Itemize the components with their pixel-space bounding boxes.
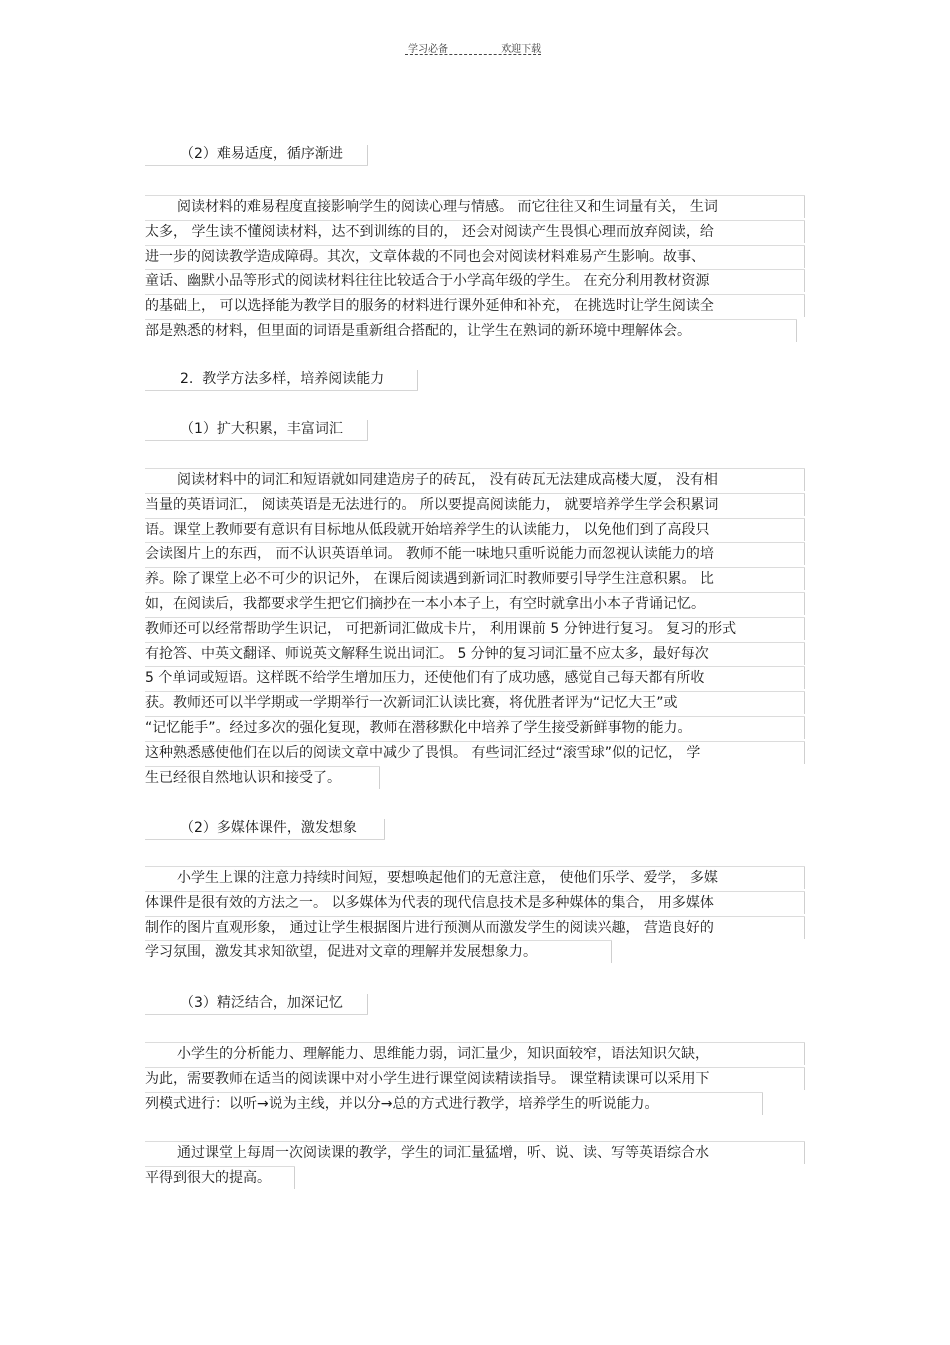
text-line: 进一步的阅读教学造成障碍。其次，文章体裁的不同也会对阅读材料难易产生影响。故事、 [145,245,805,270]
paragraph-multimedia [145,866,805,965]
text-line: 获。教师还可以半学期或一学期举行一次新词汇认读比赛，将优胜者评为“记忆大王”或 [145,691,805,716]
page-header [408,40,541,55]
heading-teaching-methods: 2. 教学方法多样，培养阅读能力 [145,370,418,391]
text-line: 生已经很自然地认识和接受了。 [145,766,380,791]
text-line: 部是熟悉的材料，但里面的词语是重新组合搭配的，让学生在熟词的新环境中理解体会。 [145,319,797,344]
paragraph-vocabulary [145,468,805,790]
text-line: 阅读材料中的词汇和短语就如同建造房子的砖瓦， 没有砖瓦无法建成高楼大厦， 没有相 [145,468,805,493]
text-line: 体课件是很有效的方法之一。 以多媒体为代表的现代信息技术是多种媒体的集合， 用多媒体 [145,891,805,916]
text-line: 教师还可以经常帮助学生识记， 可把新词汇做成卡片， 利用课前 5 分钟进行复习。 复习的形式 [145,617,805,642]
text-line: “记忆能手”。经过多次的强化复现，教师在潜移默化中培养了学生接受新鲜事物的能力。 [145,716,805,741]
text-line: 会读图片上的东西， 而不认识英语单词。 教师不能一味地只重听说能力而忽视认读能力的培 [145,542,805,567]
header-right-text: 欢迎下载 [501,44,542,55]
text-line: 如，在阅读后，我都要求学生把它们摘抄在一本小本子上，有空时就拿出小本子背诵记忆。 [145,592,805,617]
text-line: 的基础上， 可以选择能为教学目的服务的材料进行课外延伸和补充， 在挑选时让学生阅读全 [145,294,805,319]
text-line: 有抢答、中英文翻译、师说英文解释生说出词汇。 5 分钟的复习词汇量不应太多，最好每次 [145,642,805,667]
text-line: 小学生上课的注意力持续时间短，要想唤起他们的无意注意， 使他们乐学、爱学， 多媒 [145,866,805,891]
subheading-intensive-extensive: （3）精泛结合，加深记忆 [145,994,368,1015]
paragraph-difficulty [145,195,805,344]
text-line: 通过课堂上每周一次阅读课的教学，学生的词汇量猛增，听、说、读、写等英语综合水 [145,1141,805,1166]
header-left-text: 学习必备 [408,44,448,55]
text-line: 阅读材料的难易程度直接影响学生的阅读心理与情感。 而它往往又和生词量有关， 生词 [145,195,805,220]
text-line: 5 个单词或短语。这样既不给学生增加压力，还使他们有了成功感，感觉自己每天都有所收 [145,666,805,691]
text-line: 学习氛围，激发其求知欲望，促进对文章的理解并发展想象力。 [145,940,612,965]
subheading-vocabulary: （1）扩大积累，丰富词汇 [145,420,368,441]
subheading-difficulty: （2）难易适度，循序渐进 [145,145,368,166]
text-line: 列模式进行：以听→说为主线，并以分→总的方式进行教学，培养学生的听说能力。 [145,1092,763,1117]
text-line: 当量的英语词汇， 阅读英语是无法进行的。 所以要提高阅读能力， 就要培养学生学会积累词 [145,493,805,518]
text-line: 太多， 学生读不懂阅读材料，达不到训练的目的， 还会对阅读产生畏惧心理而放弃阅读，给 [145,220,805,245]
text-line: 为此，需要教师在适当的阅读课中对小学生进行课堂阅读精读指导。 课堂精读课可以采用下 [145,1067,805,1092]
subheading-multimedia: （2）多媒体课件，激发想象 [145,819,385,840]
paragraph-conclusion [145,1141,805,1191]
text-line: 这种熟悉感使他们在以后的阅读文章中减少了畏惧。 有些词汇经过“滚雪球”似的记忆， 学 [145,741,805,766]
text-line: 平得到很大的提高。 [145,1166,295,1191]
text-line: 童话、幽默小品等形式的阅读材料往往比较适合于小学高年级的学生。 在充分利用教材资源 [145,269,805,294]
paragraph-intensive [145,1042,805,1116]
text-line: 养。除了课堂上必不可少的识记外， 在课后阅读遇到新词汇时教师要引导学生注意积累。 比 [145,567,805,592]
text-line: 语。课堂上教师要有意识有目标地从低段就开始培养学生的认读能力， 以免他们到了高段只 [145,518,805,543]
text-line: 小学生的分析能力、理解能力、思维能力弱，词汇量少，知识面较窄，语法知识欠缺， [145,1042,805,1067]
text-line: 制作的图片直观形象， 通过让学生根据图片进行预测从而激发学生的阅读兴趣， 营造良好的 [145,916,805,941]
header-divider [405,54,541,55]
